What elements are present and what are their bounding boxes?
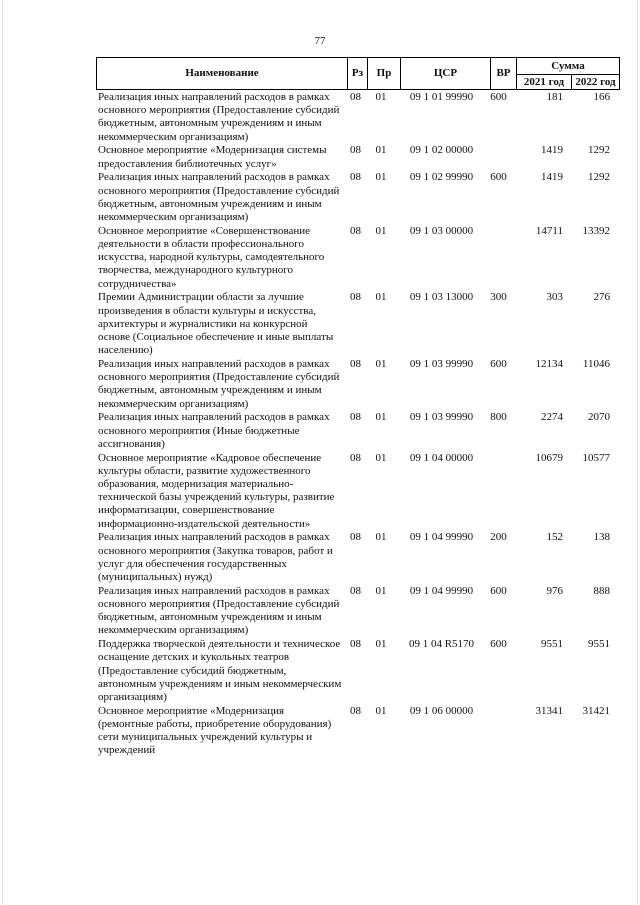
row-sum-2022: 166 xyxy=(593,91,610,103)
table-row xyxy=(96,452,612,531)
row-pr: 01 xyxy=(375,171,387,184)
row-sum-2021: 181 xyxy=(546,91,563,103)
table-row xyxy=(96,171,612,224)
row-vr: 600 xyxy=(490,638,507,651)
row-sum-2021: 14711 xyxy=(535,224,563,237)
table-row xyxy=(96,144,612,170)
row-csr: 09 1 01 99990 xyxy=(409,91,474,103)
row-name: Реализация иных направлений расходов в рамках основного мероприятия (Предоставление субсидий бюджетным, автономным учреждениям и иным некоммерческим организациям) xyxy=(98,584,340,637)
row-rz: 08 xyxy=(350,171,361,184)
scan-edge-right xyxy=(637,0,638,905)
row-pr: 01 xyxy=(375,638,387,651)
header-vr: ВР xyxy=(491,58,517,90)
row-sum-2021: 303 xyxy=(546,291,563,304)
row-sum-2022: 888 xyxy=(593,584,610,597)
row-vr: 200 xyxy=(490,531,507,544)
row-csr: 09 1 06 00000 xyxy=(409,704,474,717)
row-vr xyxy=(486,225,511,291)
row-csr: 09 1 03 13000 xyxy=(409,291,474,304)
row-pr: 01 xyxy=(375,291,387,304)
row-rz: 08 xyxy=(350,224,361,237)
row-rz: 08 xyxy=(350,291,361,304)
header-year-2022: 2022 год xyxy=(572,75,620,90)
row-pr: 01 xyxy=(375,91,387,103)
row-rz: 08 xyxy=(350,451,361,464)
row-csr: 09 1 04 99990 xyxy=(409,531,474,544)
row-pr: 01 xyxy=(375,704,387,717)
row-sum-2022: 138 xyxy=(593,531,610,544)
row-pr: 01 xyxy=(375,531,387,544)
row-sum-2022: 1292 xyxy=(588,144,610,157)
row-name: Реализация иных направлений расходов в рамках основного мероприятия (Предоставление субсидий бюджетным, автономным учреждениям и иным некоммерческим организациям) xyxy=(98,91,340,143)
row-rz: 08 xyxy=(350,584,361,597)
row-name: Основное мероприятие «Модернизация (ремонтные работы, приобретение оборудования) сети муниципальных учреждений культуры и учреждений xyxy=(98,704,332,757)
row-sum-2021: 31341 xyxy=(535,704,563,717)
row-name: Основное мероприятие «Кадровое обеспечение культуры области, развитие художественного образования, модернизация материально-технической базы учреждений культуры, развитие информатизации, совершенствование информационно-издательской деятельности» xyxy=(98,451,335,530)
table-row xyxy=(96,585,612,638)
table-body xyxy=(96,91,612,758)
row-csr: 09 1 04 00000 xyxy=(409,451,474,464)
table-row xyxy=(96,358,612,411)
table-row xyxy=(96,411,612,451)
header-name: Наименование xyxy=(97,58,348,90)
row-vr: 300 xyxy=(490,291,507,304)
row-vr: 600 xyxy=(490,358,507,371)
header-csr: ЦСР xyxy=(401,58,491,90)
row-sum-2022: 11046 xyxy=(582,358,610,371)
table-row xyxy=(96,291,612,357)
header-rz: Рз xyxy=(348,58,368,90)
row-rz: 08 xyxy=(350,358,361,371)
row-vr: 800 xyxy=(490,411,507,424)
row-sum-2021: 1419 xyxy=(541,171,563,184)
row-sum-2021: 152 xyxy=(546,531,563,544)
row-sum-2022: 31421 xyxy=(582,704,610,717)
row-rz: 08 xyxy=(350,704,361,717)
row-pr: 01 xyxy=(375,584,387,597)
row-vr xyxy=(486,705,511,758)
row-sum-2021: 1419 xyxy=(541,144,563,157)
table-row xyxy=(96,638,612,704)
table-row xyxy=(96,705,612,758)
table-row xyxy=(96,91,612,144)
row-sum-2021: 9551 xyxy=(541,638,563,651)
row-csr: 09 1 03 99990 xyxy=(409,411,474,424)
row-name: Реализация иных направлений расходов в рамках основного мероприятия (Предоставление субсидий бюджетным, автономным учреждениям и иным некоммерческим организациям) xyxy=(98,358,340,410)
table-header xyxy=(96,57,620,90)
row-name: Поддержка творческой деятельности и техническое оснащение детских и кукольных театров (Предоставление субсидий бюджетным, автономным учреждениям и иным некоммерческим организациям) xyxy=(98,638,342,704)
row-vr: 600 xyxy=(490,584,507,597)
row-pr: 01 xyxy=(375,411,387,424)
row-pr: 01 xyxy=(375,224,387,237)
row-sum-2022: 10577 xyxy=(582,451,610,464)
row-name: Основное мероприятие «Совершенствование деятельности в области профессионального искусства, народной культуры, самодеятельного творчества, международного культурного сотрудничества» xyxy=(98,224,325,290)
row-rz: 08 xyxy=(350,91,361,103)
header-sum: Сумма xyxy=(517,58,620,75)
row-vr: 600 xyxy=(490,171,507,184)
row-sum-2022: 276 xyxy=(593,291,610,304)
row-sum-2022: 9551 xyxy=(588,638,610,651)
row-vr xyxy=(486,144,511,170)
row-csr: 09 1 03 99990 xyxy=(409,358,474,371)
row-vr xyxy=(486,452,511,531)
row-pr: 01 xyxy=(375,451,387,464)
row-sum-2021: 12134 xyxy=(535,358,563,371)
row-rz: 08 xyxy=(350,144,361,157)
row-sum-2021: 976 xyxy=(546,584,563,597)
row-vr: 600 xyxy=(490,91,507,103)
scan-edge-left xyxy=(2,0,3,905)
row-csr: 09 1 04 R5170 xyxy=(408,638,475,651)
table-row xyxy=(96,531,612,584)
row-sum-2022: 13392 xyxy=(582,224,610,237)
page-number: 77 xyxy=(314,35,326,47)
row-name: Реализация иных направлений расходов в рамках основного мероприятия (Закупка товаров, работ и услуг для обеспечения государственных (муниципальных) нужд) xyxy=(98,531,333,584)
row-name: Реализация иных направлений расходов в рамках основного мероприятия (Иные бюджетные ассигнования) xyxy=(98,411,330,450)
row-sum-2021: 2274 xyxy=(541,411,563,424)
row-name: Реализация иных направлений расходов в рамках основного мероприятия (Предоставление субсидий бюджетным, автономным учреждениям и иным некоммерческим организациям) xyxy=(98,171,340,224)
header-year-2021: 2021 год xyxy=(517,75,572,90)
row-csr: 09 1 04 99990 xyxy=(409,584,474,597)
row-rz: 08 xyxy=(350,531,361,544)
row-csr: 09 1 02 99990 xyxy=(409,171,474,184)
row-csr: 09 1 03 00000 xyxy=(409,224,474,237)
row-csr: 09 1 02 00000 xyxy=(409,144,474,157)
table-row xyxy=(96,225,612,291)
row-pr: 01 xyxy=(375,358,387,371)
header-pr: Пр xyxy=(368,58,401,90)
row-sum-2021: 10679 xyxy=(535,451,563,464)
row-name: Премии Администрации области за лучшие произведения в области культуры и искусства, архитектуры и журналистики на конкурсной основе (Социальное обеспечение и иные выплаты населению) xyxy=(98,291,334,357)
row-rz: 08 xyxy=(350,638,361,651)
row-rz: 08 xyxy=(350,411,361,424)
row-name: Основное мероприятие «Модернизация системы предоставления библиотечных услуг» xyxy=(98,144,327,170)
row-sum-2022: 1292 xyxy=(588,171,610,184)
row-pr: 01 xyxy=(375,144,387,157)
row-sum-2022: 2070 xyxy=(588,411,610,424)
